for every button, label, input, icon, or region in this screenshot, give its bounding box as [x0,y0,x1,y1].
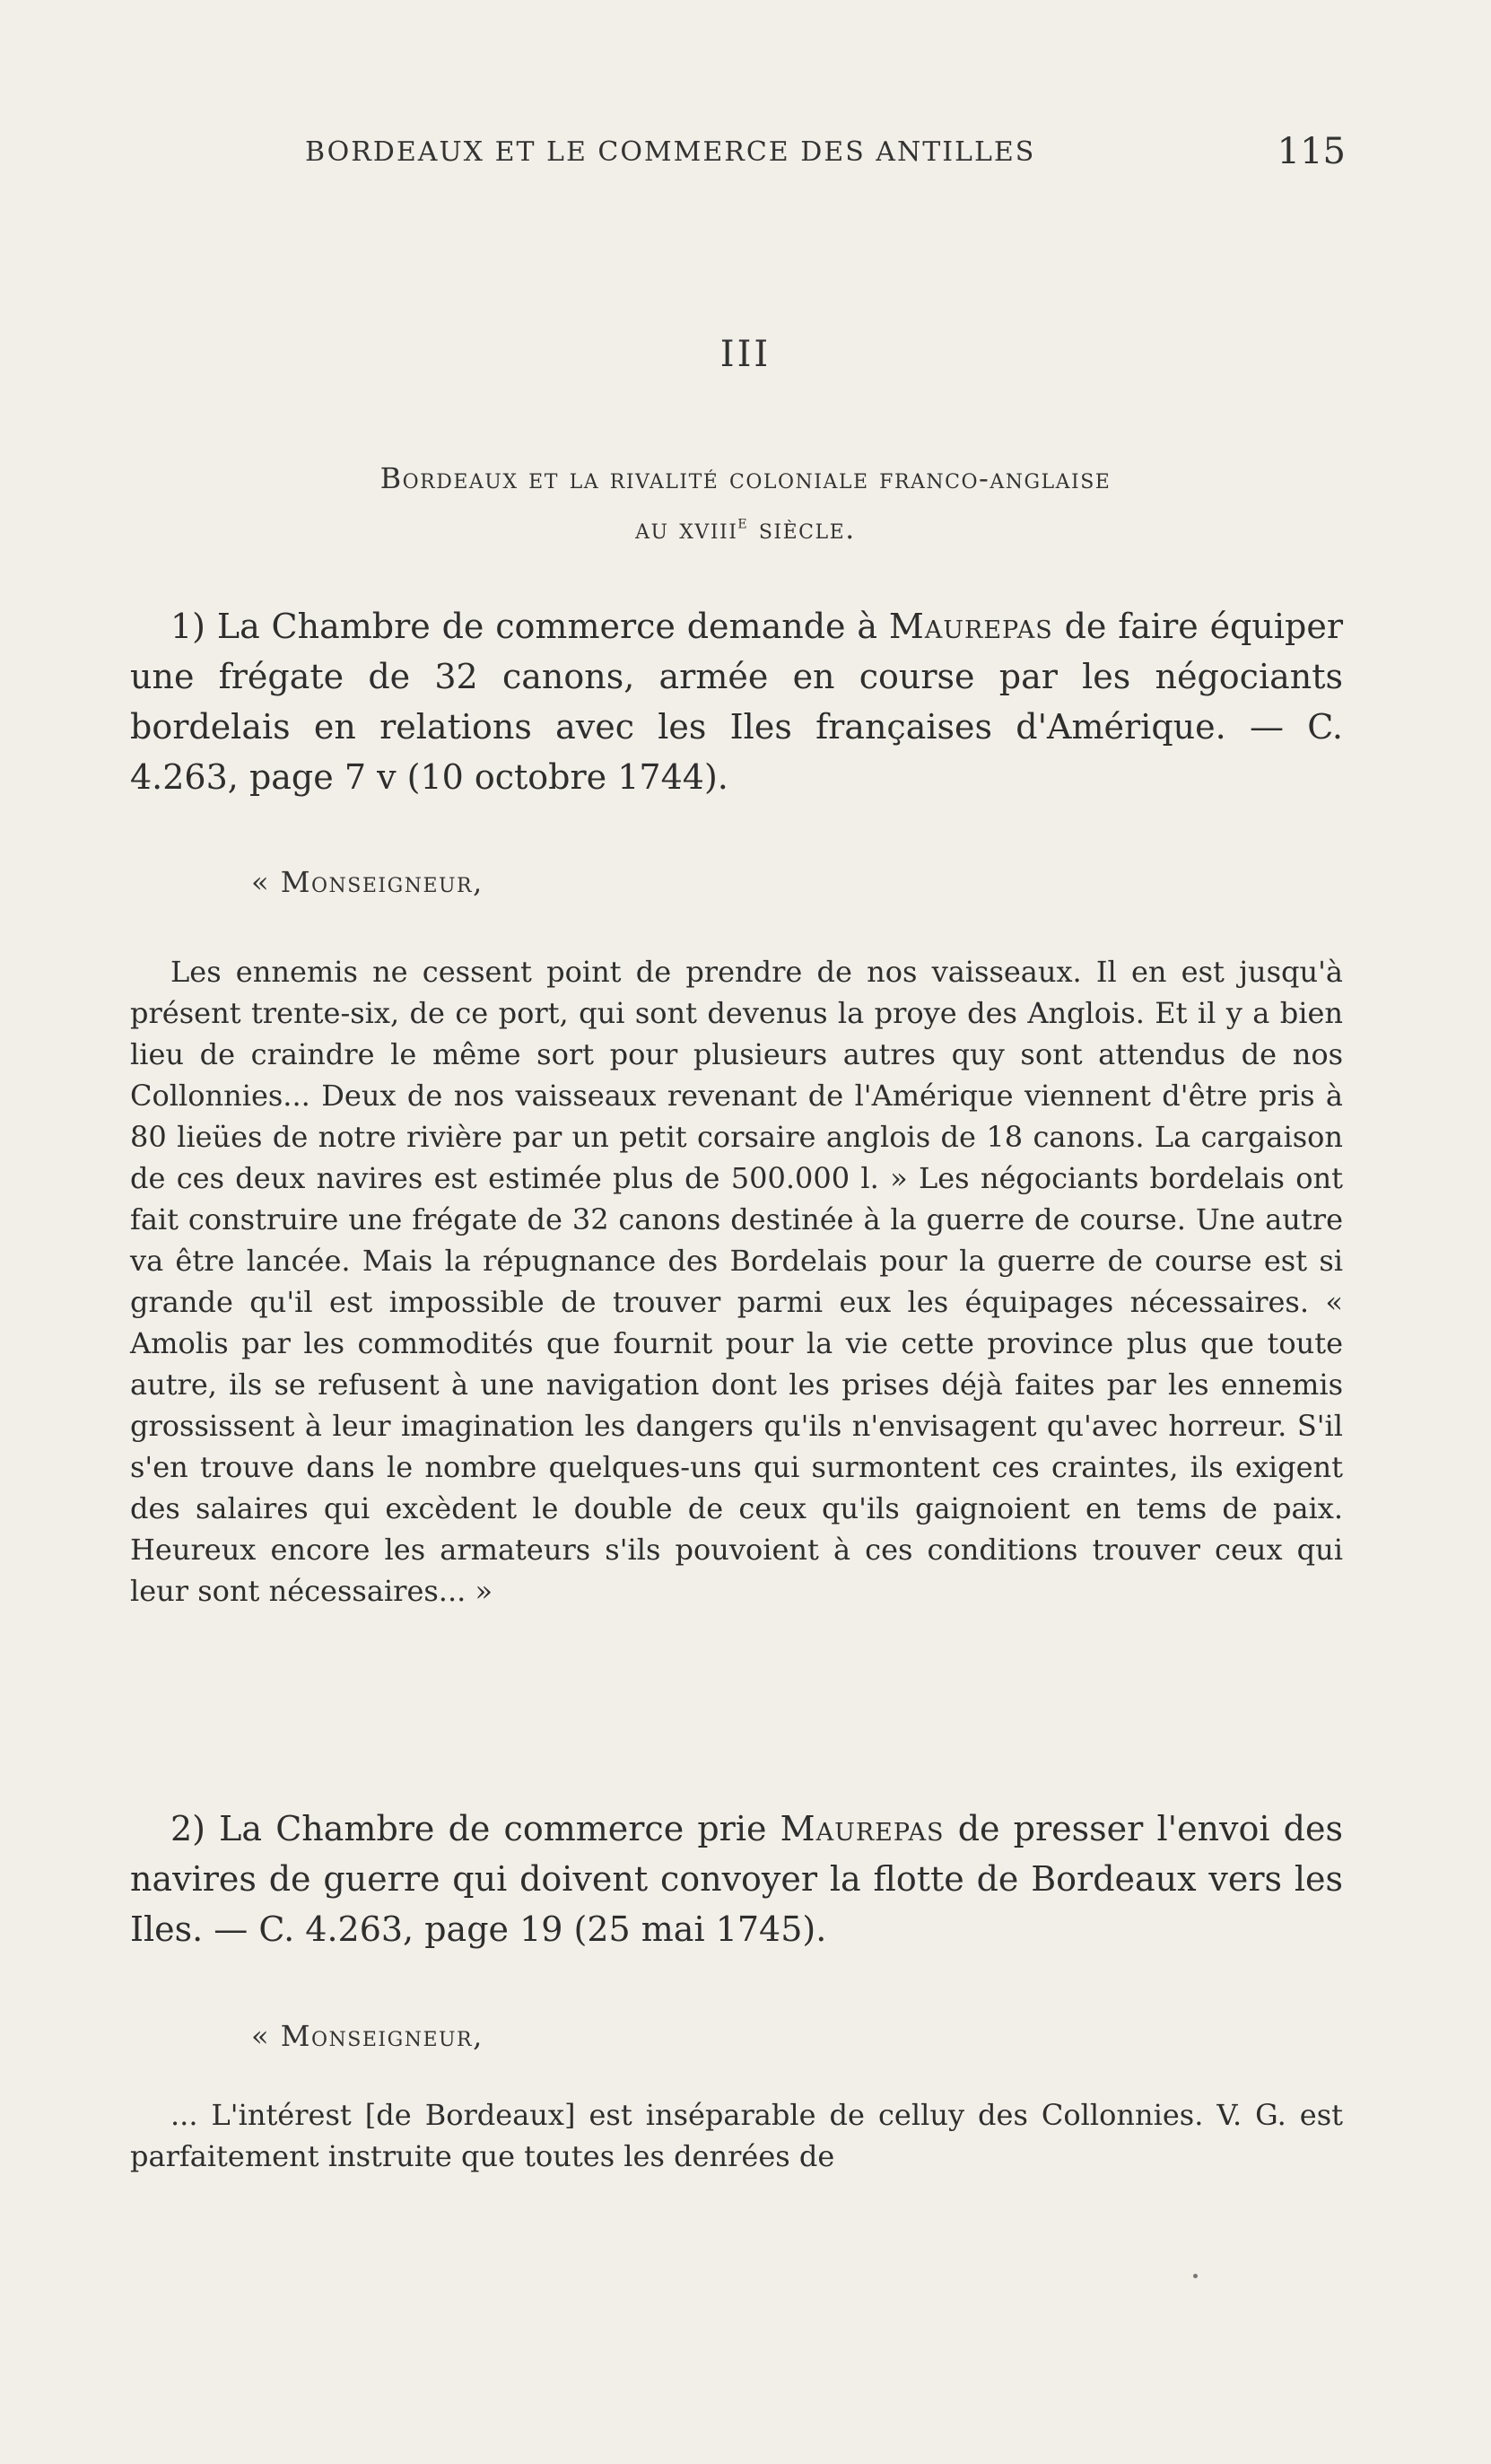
doc2-person-name: Maurepas [780,1809,945,1848]
doc2-letter-body: ... L'intérest [de Bordeaux] est inséparable de celluy des Collonnies. V. G. est parfaitement instruite que toutes les denrées de [130,2098,1343,2173]
section-heading-line1: Bordeaux et la rivalité coloniale franco-anglaise [379,461,1112,495]
running-header [305,131,1346,176]
doc1-salutation: « Monseigneur, [251,865,484,899]
section-heading [179,453,1312,554]
doc2-introduction: 2) La Chambre de commerce prie Maurepas de presser l'envoi des navires de guerre qui doivent convoyer la flotte de Bordeaux vers les Iles. — C. 4.263, page 19 (25 mai 1745). [130,1809,1343,1949]
page-number: 115 [1277,131,1346,172]
running-title: BORDEAUX ET LE COMMERCE DES ANTILLES [305,136,1036,168]
paper-speck [1193,2274,1198,2278]
doc1-person-name: Maurepas [888,607,1053,646]
doc2-salutation: « Monseigneur, [251,2019,484,2053]
section-number: III [719,334,772,375]
doc1-letter-body: Les ennemis ne cessent point de prendre de nos vaisseaux. Il en est jusqu'à présent trente-six, de ce port, qui sont devenus la proye des Anglois. Et il y a bien lieu de craindre le même sort pour plusieurs autres quy sont attendus de nos Collonnies... Deux de nos vaisseaux revenant de l'Amérique viennent d'être pris à 80 lieües de notre rivière par un petit corsaire anglois de 18 canons. La cargaison de ces deux navires est estimée plus de 500.000 l. » Les négociants bordelais ont fait construire une frégate de 32 canons destinée à la guerre de course. Une autre va être lancée. Mais la répugnance des Bordelais pour la guerre de course est si grande qu'il est impossible de trouver parmi eux les équipages nécessaires. « Amolis par les commodités que fournit pour la vie cette province plus que toute autre, ils se refusent à une navigation dont les prises déjà faites par les ennemis grossissent à leur imagination les dangers qu'ils n'envisagent qu'avec horreur. S'il s'en trouve dans le nombre quelques-uns qui surmontent ces craintes, ils exigent des salaires qui excèdent le double de ceux qu'ils gaignoient en tems de paix. Heureux encore les armateurs s'ils pouvoient à ces conditions trouver ceux qui leur sont nécessaires... » [130,955,1343,1608]
superscript-e: e [737,511,749,533]
section-heading-line2: au xviii$^e$ siècle. [635,511,856,546]
doc1-introduction: 1) La Chambre de commerce demande à Maurepas de faire équiper une frégate de 32 canons, armée en course par les négociants bordelais en relations avec les Iles françaises d'Amérique. — C. 4.263, page 7 v (10 octobre 1744). [130,607,1343,797]
